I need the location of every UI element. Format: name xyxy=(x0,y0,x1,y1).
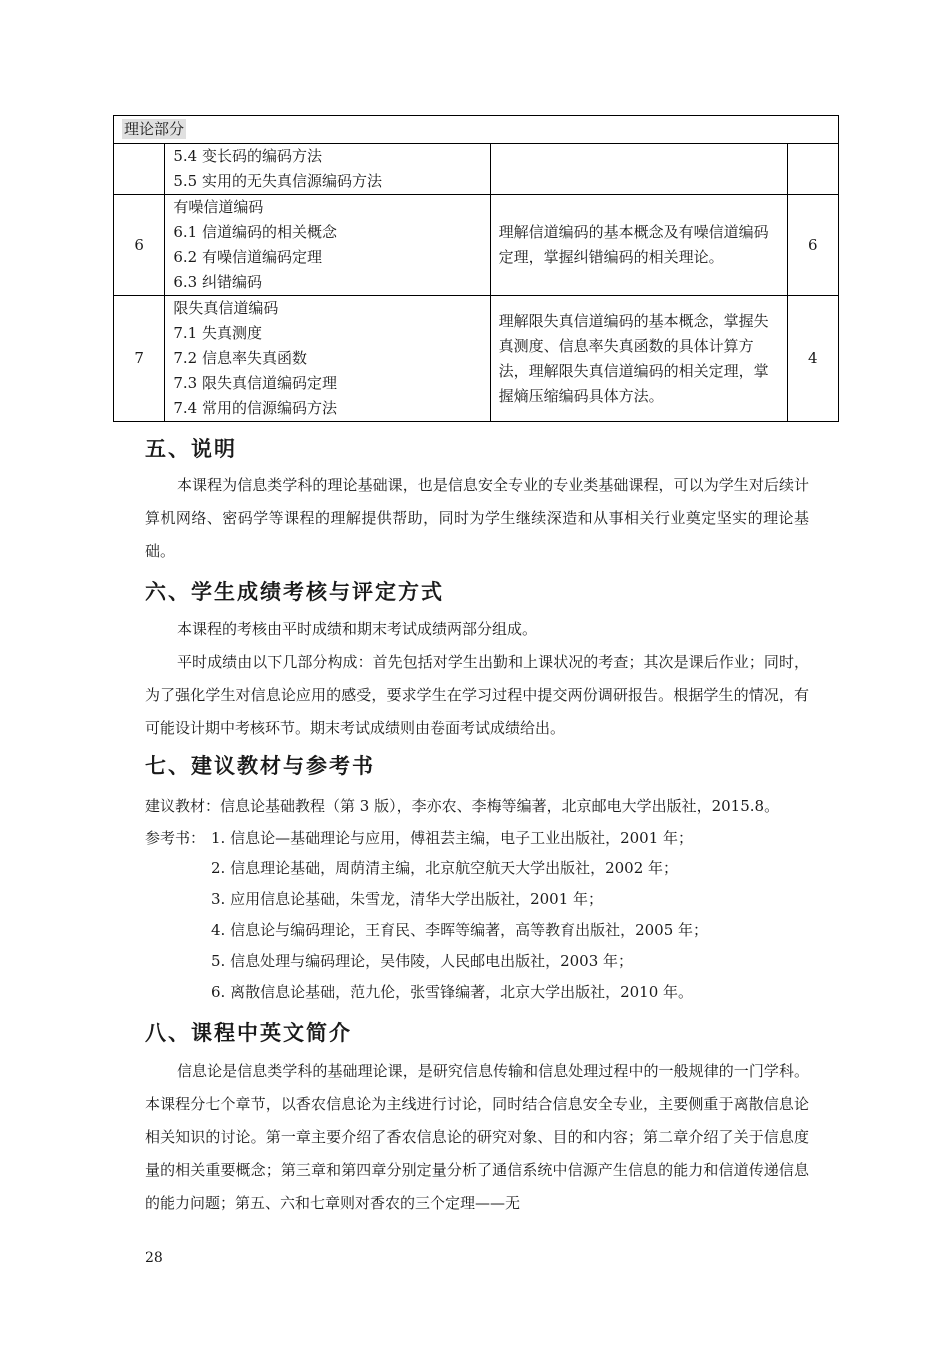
reference-item: 3. 应用信息论基础，朱雪龙，清华大学出版社，2001 年； xyxy=(211,890,604,908)
section-paragraph: 本课程的考核由平时成绩和期末考试成绩两部分组成。 xyxy=(177,620,538,638)
chapter-goal xyxy=(490,144,787,195)
chapter-topics xyxy=(165,195,490,296)
chapter-goal: 理解限失真信道编码的基本概念，掌握失真测度、信息率失真函数的具体计算方法，理解限失真信道编码的相关定理，掌握熵压缩编码具体方法。 xyxy=(490,296,787,422)
reference-item: 5. 信息处理与编码理论，吴伟陵，人民邮电出版社，2003 年； xyxy=(211,952,634,970)
chapter-hours xyxy=(787,144,838,195)
table-header-label: 理论部分 xyxy=(124,120,185,138)
section-paragraph: 平时成绩由以下几部分构成：首先包括对学生出勤和上课状况的考查；其次是课后作业；同时，为了强化学生对信息论应用的感受，要求学生在学习过程中提交两份调研报告。根据学生的情况，有可能设计期中考核环节。期末考试成绩则由卷面考试成绩给出。 xyxy=(145,653,809,737)
table-header-cell xyxy=(114,116,839,144)
reference-books-label: 参考书： xyxy=(145,829,206,847)
topic-item: 有噪信道编码 xyxy=(173,198,264,216)
section-heading-explanation: 五、说明 xyxy=(145,436,237,461)
chapter-number xyxy=(114,144,165,195)
topic-item: 6.2 有噪信道编码定理 xyxy=(173,248,322,266)
topic-item: 7.3 限失真信道编码定理 xyxy=(173,374,337,392)
table-row xyxy=(114,296,839,422)
course-content-table xyxy=(113,115,839,422)
chapter-number: 7 xyxy=(114,296,165,422)
topic-item: 6.3 纠错编码 xyxy=(173,273,262,291)
table-header-row xyxy=(114,116,839,144)
chapter-number: 6 xyxy=(114,195,165,296)
reference-item: 4. 信息论与编码理论，王育民、李晖等编著，高等教育出版社，2005 年； xyxy=(211,921,709,939)
chapter-hours: 4 xyxy=(787,296,838,422)
page-number: 28 xyxy=(145,1250,163,1266)
section-heading-assessment: 六、学生成绩考核与评定方式 xyxy=(145,579,444,604)
chapter-hours: 6 xyxy=(787,195,838,296)
chapter-topics xyxy=(165,144,490,195)
topic-item: 7.1 失真测度 xyxy=(173,324,262,342)
reference-item: 2. 信息理论基础，周荫清主编，北京航空航天大学出版社，2002 年； xyxy=(211,859,679,877)
topic-item: 7.2 信息率失真函数 xyxy=(173,349,307,367)
section-heading-textbooks: 七、建议教材与参考书 xyxy=(145,753,375,778)
chapter-goal: 理解信道编码的基本概念及有噪信道编码定理，掌握纠错编码的相关理论。 xyxy=(490,195,787,296)
table-row xyxy=(114,195,839,296)
topic-item: 7.4 常用的信源编码方法 xyxy=(173,399,337,417)
section-paragraph: 信息论是信息类学科的基础理论课，是研究信息传输和信息处理过程中的一般规律的一门学科。本课程分七个章节，以香农信息论为主线进行讨论，同时结合信息安全专业，主要侧重于离散信息论相关知识的讨论。第一章主要介绍了香农信息论的研究对象、目的和内容；第二章介绍了关于信息度量的相关重要概念；第三章和第四章分别定量分析了通信系统中信源产生信息的能力和信道传递信息的能力问题；第五、六和七章则对香农的三个定理——无 xyxy=(145,1062,809,1212)
topic-item: 限失真信道编码 xyxy=(173,299,279,317)
reference-item: 6. 离散信息论基础，范九伦，张雪锋编著，北京大学出版社，2010 年。 xyxy=(211,983,694,1001)
topic-item: 6.1 信道编码的相关概念 xyxy=(173,223,337,241)
topic-item: 5.4 变长码的编码方法 xyxy=(173,147,322,165)
reference-item: 1. 信息论—基础理论与应用，傅祖芸主编，电子工业出版社，2001 年； xyxy=(211,829,694,847)
topic-item: 5.5 实用的无失真信源编码方法 xyxy=(173,172,382,190)
section-heading-introduction: 八、课程中英文简介 xyxy=(145,1020,352,1045)
section-paragraph: 本课程为信息类学科的理论基础课，也是信息安全专业的专业类基础课程，可以为学生对后续计算机网络、密码学等课程的理解提供帮助，同时为学生继续深造和从事相关行业奠定坚实的理论基础。 xyxy=(145,476,809,560)
table-row xyxy=(114,144,839,195)
recommended-textbook: 建议教材：信息论基础教程（第 3 版），李亦农、李梅等编著，北京邮电大学出版社，2015.8。 xyxy=(145,797,780,815)
chapter-topics xyxy=(165,296,490,422)
